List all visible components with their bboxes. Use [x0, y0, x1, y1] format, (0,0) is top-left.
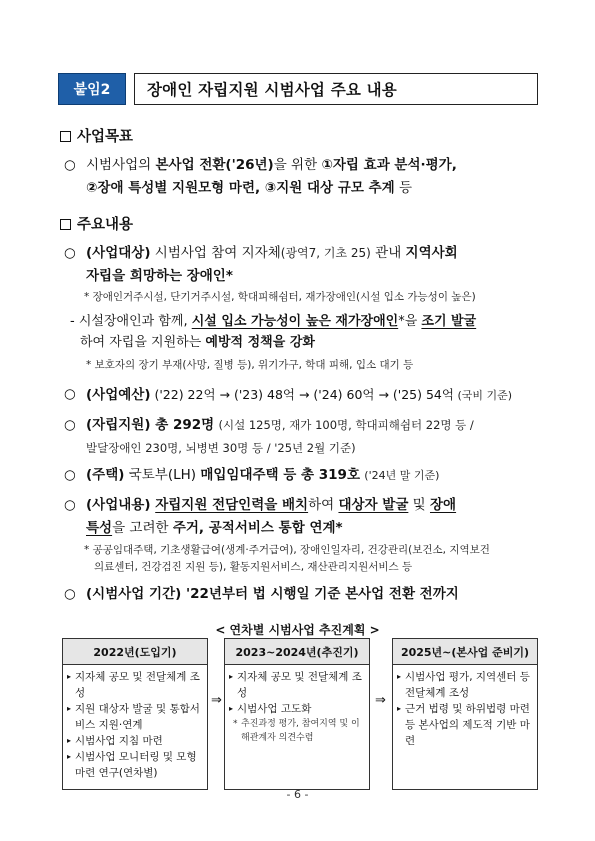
plan-list-item: ▸ 지원 대상자 발굴 및 통합서비스 지원·연계: [67, 701, 203, 733]
housing-item: ○ (주택) 국토부(LH) 매입임대주택 등 총 319호 ('24년 말 기준): [64, 467, 440, 483]
section-content-heading: 주요내용: [60, 213, 133, 234]
plan-column-body: [62, 665, 208, 790]
plan-column-body: [392, 665, 538, 790]
plan-list-item: ▸ 근거 법령 및 하위법령 마련 등 본사업의 제도적 기반 마련: [397, 701, 533, 749]
plan-list-item: ▸ 시범사업 평가, 지역센터 등 전달체계 조성: [397, 669, 533, 701]
preventive-footnote: * 보호자의 장기 부재(사망, 질병 등), 위기가구, 학대 피해, 입소 대기 등: [86, 359, 414, 371]
business-footnote: * 공공임대주택, 기초생활급여(생계·주거급여), 장애인일자리, 건강관리(보건소, 지역보건 의료센터, 건강검진 지원 등), 활동지원서비스, 재산관리지원서비스 등: [84, 544, 490, 573]
period-item: ○ (시범사업 기간) '22년부터 법 시행일 기준 본사업 전환 전까지: [64, 586, 459, 602]
plan-title: < 연차별 시범사업 추진계획 >: [215, 623, 380, 637]
plan-list-item: ▸ 지자체 공모 및 전달체계 조성: [229, 669, 365, 701]
page-number: - 6 -: [286, 788, 309, 801]
attachment-tag: 붙임2: [58, 73, 126, 105]
support-item: ○ (자립지원) 총 292명 (시설 125명, 재가 100명, 학대피해쉼터 22명 등 / 발달장애인 230명, 뇌병변 30명 등 / '25년 2월 기준): [64, 417, 474, 455]
square-bullet-icon: [60, 131, 71, 142]
arrow-right-icon: ⇒: [375, 693, 386, 708]
plan-sub-note: * 추진과정 평가, 참여지역 및 이해관계자 의견수렴: [229, 717, 365, 745]
document-header: [58, 73, 538, 105]
budget-item: ○ (사업예산) ('22) 22억 → ('23) 48억 → ('24) 60억 → ('25) 54억 (국비 기준): [64, 386, 513, 403]
square-bullet-icon: [60, 219, 71, 230]
plan-column-2025: [392, 638, 538, 790]
plan-column-2022: [62, 638, 208, 790]
plan-list-item: ▸ 시범사업 모니터링 및 모형 마련 연구(연차별): [67, 749, 203, 781]
plan-column-header: 2022년(도입기): [62, 638, 208, 665]
plan-column-header: 2025년~(본사업 준비기): [392, 638, 538, 665]
document-title: 장애인 자립지원 시범사업 주요 내용: [134, 73, 538, 105]
business-item: ○ (사업내용) 자립지원 전담인력을 배치하여 대상자 발굴 및 장애 특성을 고려한 주거, 공적서비스 통합 연계*: [64, 497, 457, 536]
section-goal-heading: 사업목표: [60, 125, 133, 146]
goal-item: ○ 시범사업의 본사업 전환('26년)을 위한 ①자립 효과 분석·평가, ②장애 특성별 지원모형 마련, ③지원 대상 규모 추계 등: [64, 157, 457, 196]
plan-column-body: [224, 665, 370, 790]
plan-column-header: 2023~2024년(추진기): [224, 638, 370, 665]
plan-list-item: ▸ 지자체 공모 및 전달체계 조성: [67, 669, 203, 701]
arrow-right-icon: ⇒: [211, 693, 222, 708]
target-item: ○ (사업대상) 시범사업 참여 지자체(광역7, 기초 25) 관내 지역사회 자립을 희망하는 장애인*: [64, 245, 458, 284]
plan-list-item: ▸ 시범사업 지침 마련: [67, 733, 203, 749]
target-footnote: * 장애인거주시설, 단기거주시설, 학대피해쉼터, 재가장애인(시설 입소 가능성이 높은): [84, 291, 476, 303]
plan-list-item: ▸ 시범사업 고도화: [229, 701, 365, 717]
plan-column-2023-2024: [224, 638, 370, 790]
preventive-item: - 시설장애인과 함께, 시설 입소 가능성이 높은 재가장애인*을 조기 발굴 하여 자립을 지원하는 예방적 정책을 강화: [70, 314, 477, 350]
